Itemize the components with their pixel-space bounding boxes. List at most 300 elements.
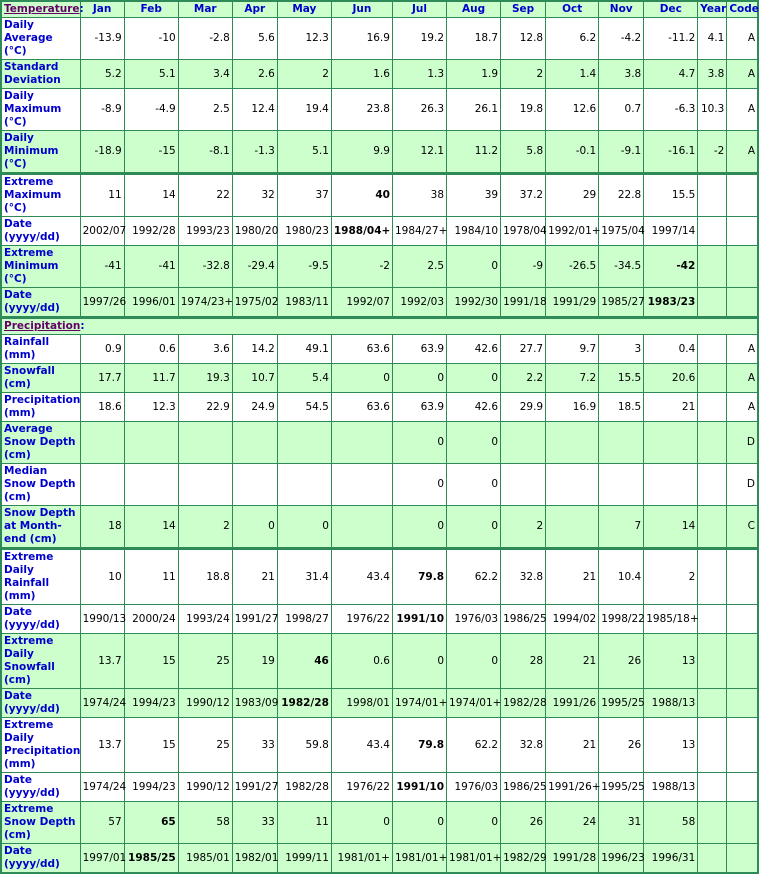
data-cell: 1996/01: [124, 288, 178, 318]
data-cell: 5.4: [277, 364, 331, 393]
data-cell: 62.2: [447, 718, 501, 773]
data-cell: 0.9: [80, 335, 124, 364]
data-cell: 9.9: [331, 131, 392, 174]
data-cell: -29.4: [232, 246, 277, 288]
data-cell: 62.2: [447, 549, 501, 605]
data-cell: 1988/13: [644, 689, 698, 718]
data-cell: 1996/23: [599, 844, 644, 874]
temperature-section-header: Temperature:: [1, 1, 80, 18]
data-cell: 0.6: [124, 335, 178, 364]
code-cell: [727, 174, 758, 217]
data-cell: 7.2: [546, 364, 599, 393]
data-cell: -9.1: [599, 131, 644, 174]
data-cell: 11: [277, 802, 331, 844]
year-cell: [698, 844, 727, 874]
data-cell: 2: [277, 60, 331, 89]
data-cell: -10: [124, 18, 178, 60]
data-cell: 5.8: [501, 131, 546, 174]
table-row: [1, 634, 758, 689]
data-cell: 59.8: [277, 718, 331, 773]
table-row: [1, 217, 758, 246]
col-jul: Jul: [392, 1, 446, 18]
data-cell: 0: [331, 802, 392, 844]
data-cell: 29.9: [501, 393, 546, 422]
precipitation-section: [1, 318, 758, 335]
data-cell: 1991/28: [546, 844, 599, 874]
data-cell: 22.8: [599, 174, 644, 217]
data-cell: 46: [277, 634, 331, 689]
col-year: Year: [698, 1, 727, 18]
row-label: Precipitation (mm): [1, 393, 80, 422]
data-cell: 12.3: [124, 393, 178, 422]
data-cell: 38: [392, 174, 446, 217]
year-cell: [698, 605, 727, 634]
data-cell: 1994/23: [124, 773, 178, 802]
data-cell: 13: [644, 718, 698, 773]
table-row: [1, 718, 758, 773]
data-cell: 2.6: [232, 60, 277, 89]
data-cell: 1978/04: [501, 217, 546, 246]
col-nov: Nov: [599, 1, 644, 18]
data-cell: 1993/23: [178, 217, 232, 246]
data-cell: -4.2: [599, 18, 644, 60]
data-cell: 1998/01: [331, 689, 392, 718]
data-cell: 0: [447, 364, 501, 393]
data-cell: 2: [501, 60, 546, 89]
data-cell: 1974/24: [80, 689, 124, 718]
data-cell: [331, 506, 392, 549]
data-cell: 1.4: [546, 60, 599, 89]
data-cell: 1990/12: [178, 689, 232, 718]
data-cell: 1.9: [447, 60, 501, 89]
data-cell: 1982/28: [277, 773, 331, 802]
table-row: [1, 844, 758, 874]
data-cell: 1976/03: [447, 773, 501, 802]
code-cell: [727, 844, 758, 874]
data-cell: 42.6: [447, 393, 501, 422]
col-sep: Sep: [501, 1, 546, 18]
temperature-rows: [1, 18, 758, 318]
data-cell: 33: [232, 802, 277, 844]
data-cell: 17.7: [80, 364, 124, 393]
data-cell: 14: [644, 506, 698, 549]
code-cell: [727, 689, 758, 718]
data-cell: 1974/23+: [178, 288, 232, 318]
header-row: [1, 1, 758, 18]
data-cell: [644, 464, 698, 506]
data-cell: 1994/02: [546, 605, 599, 634]
data-cell: 2000/24: [124, 605, 178, 634]
row-label: Snow Depth at Month-end (cm): [1, 506, 80, 549]
data-cell: 0: [447, 506, 501, 549]
data-cell: 0.4: [644, 335, 698, 364]
data-cell: 15: [124, 718, 178, 773]
data-cell: -41: [124, 246, 178, 288]
year-cell: [698, 689, 727, 718]
table-row: [1, 506, 758, 549]
data-cell: -9: [501, 246, 546, 288]
data-cell: 37.2: [501, 174, 546, 217]
data-cell: [178, 464, 232, 506]
data-cell: 20.6: [644, 364, 698, 393]
data-cell: 22.9: [178, 393, 232, 422]
code-cell: [727, 802, 758, 844]
data-cell: 7: [599, 506, 644, 549]
data-cell: 26: [599, 718, 644, 773]
data-cell: -41: [80, 246, 124, 288]
data-cell: 1997/01: [80, 844, 124, 874]
data-cell: -2.8: [178, 18, 232, 60]
data-cell: 13.7: [80, 718, 124, 773]
data-cell: 31.4: [277, 549, 331, 605]
data-cell: 1981/01+: [331, 844, 392, 874]
data-cell: 22: [178, 174, 232, 217]
data-cell: 19.8: [501, 89, 546, 131]
precipitation-section-header: Precipitation:: [1, 318, 758, 335]
data-cell: 42.6: [447, 335, 501, 364]
data-cell: 79.8: [392, 549, 446, 605]
data-cell: 26.1: [447, 89, 501, 131]
data-cell: 26: [599, 634, 644, 689]
data-cell: 1983/09: [232, 689, 277, 718]
code-cell: A: [727, 393, 758, 422]
data-cell: 40: [331, 174, 392, 217]
data-cell: 49.1: [277, 335, 331, 364]
table-row: [1, 773, 758, 802]
year-cell: [698, 217, 727, 246]
data-cell: 0: [447, 464, 501, 506]
year-cell: 4.1: [698, 18, 727, 60]
row-label: Extreme Minimum (°C): [1, 246, 80, 288]
year-cell: [698, 393, 727, 422]
data-cell: 0.6: [331, 634, 392, 689]
data-cell: 19.2: [392, 18, 446, 60]
data-cell: 21: [644, 393, 698, 422]
data-cell: 1976/03: [447, 605, 501, 634]
row-label: Standard Deviation: [1, 60, 80, 89]
data-cell: 15.5: [644, 174, 698, 217]
data-cell: 1976/22: [331, 773, 392, 802]
data-cell: 12.8: [501, 18, 546, 60]
col-code: Code: [727, 1, 758, 18]
data-cell: 1982/29: [501, 844, 546, 874]
code-cell: A: [727, 18, 758, 60]
data-cell: 5.2: [80, 60, 124, 89]
data-cell: 3.6: [178, 335, 232, 364]
data-cell: 58: [178, 802, 232, 844]
data-cell: 10.7: [232, 364, 277, 393]
data-cell: -26.5: [546, 246, 599, 288]
data-cell: 5.1: [124, 60, 178, 89]
data-cell: 1982/28: [277, 689, 331, 718]
data-cell: 1998/27: [277, 605, 331, 634]
data-cell: 1994/23: [124, 689, 178, 718]
col-feb: Feb: [124, 1, 178, 18]
data-cell: 11.2: [447, 131, 501, 174]
data-cell: 12.4: [232, 89, 277, 131]
data-cell: 15: [124, 634, 178, 689]
data-cell: 1981/01+: [447, 844, 501, 874]
year-cell: [698, 773, 727, 802]
year-cell: [698, 364, 727, 393]
data-cell: 0: [392, 364, 446, 393]
data-cell: 19.3: [178, 364, 232, 393]
code-cell: [727, 288, 758, 318]
data-cell: 1990/12: [178, 773, 232, 802]
data-cell: 1974/24: [80, 773, 124, 802]
col-jan: Jan: [80, 1, 124, 18]
data-cell: 1985/01: [178, 844, 232, 874]
data-cell: 21: [232, 549, 277, 605]
data-cell: 32: [232, 174, 277, 217]
data-cell: 1988/04+: [331, 217, 392, 246]
data-cell: 2.5: [392, 246, 446, 288]
data-cell: 25: [178, 718, 232, 773]
col-apr: Apr: [232, 1, 277, 18]
code-cell: [727, 217, 758, 246]
table-row: [1, 174, 758, 217]
data-cell: 0: [331, 364, 392, 393]
table-row: [1, 689, 758, 718]
col-dec: Dec: [644, 1, 698, 18]
data-cell: [501, 464, 546, 506]
data-cell: -11.2: [644, 18, 698, 60]
data-cell: 4.7: [644, 60, 698, 89]
data-cell: 24: [546, 802, 599, 844]
data-cell: -18.9: [80, 131, 124, 174]
data-cell: 1992/01+: [546, 217, 599, 246]
table-row: [1, 335, 758, 364]
year-cell: [698, 246, 727, 288]
year-cell: [698, 506, 727, 549]
table-row: [1, 422, 758, 464]
table-row: [1, 464, 758, 506]
data-cell: 5.6: [232, 18, 277, 60]
data-cell: 19: [232, 634, 277, 689]
precipitation-header-row: [1, 318, 758, 335]
data-cell: 21: [546, 718, 599, 773]
data-cell: [599, 464, 644, 506]
data-cell: -4.9: [124, 89, 178, 131]
data-cell: 23.8: [331, 89, 392, 131]
year-cell: 10.3: [698, 89, 727, 131]
data-cell: 26.3: [392, 89, 446, 131]
row-label: Extreme Daily Rainfall (mm): [1, 549, 80, 605]
data-cell: [232, 464, 277, 506]
code-cell: A: [727, 335, 758, 364]
data-cell: 1992/07: [331, 288, 392, 318]
data-cell: 1992/28: [124, 217, 178, 246]
data-cell: -15: [124, 131, 178, 174]
data-cell: 0: [232, 506, 277, 549]
data-cell: 25: [178, 634, 232, 689]
data-cell: 43.4: [331, 549, 392, 605]
data-cell: 28: [501, 634, 546, 689]
data-cell: -1.3: [232, 131, 277, 174]
data-cell: 1976/22: [331, 605, 392, 634]
row-label: Median Snow Depth (cm): [1, 464, 80, 506]
code-cell: A: [727, 131, 758, 174]
data-cell: 3: [599, 335, 644, 364]
code-cell: A: [727, 364, 758, 393]
data-cell: -13.9: [80, 18, 124, 60]
data-cell: 16.9: [331, 18, 392, 60]
data-cell: 1980/20: [232, 217, 277, 246]
year-cell: [698, 549, 727, 605]
data-cell: 1983/23: [644, 288, 698, 318]
precipitation-link[interactable]: Precipitation: [4, 320, 81, 332]
data-cell: 6.2: [546, 18, 599, 60]
data-cell: 1995/25: [599, 689, 644, 718]
data-cell: 37: [277, 174, 331, 217]
row-label: Date (yyyy/dd): [1, 773, 80, 802]
data-cell: 1992/30: [447, 288, 501, 318]
data-cell: 2.2: [501, 364, 546, 393]
year-cell: [698, 335, 727, 364]
data-cell: 1984/10: [447, 217, 501, 246]
data-cell: [331, 422, 392, 464]
data-cell: [232, 422, 277, 464]
table-row: [1, 393, 758, 422]
data-cell: 11: [80, 174, 124, 217]
data-cell: [546, 422, 599, 464]
data-cell: 1985/25: [124, 844, 178, 874]
data-cell: 0.7: [599, 89, 644, 131]
data-cell: 10.4: [599, 549, 644, 605]
code-cell: [727, 605, 758, 634]
data-cell: 1988/13: [644, 773, 698, 802]
data-cell: 14.2: [232, 335, 277, 364]
row-label: Daily Minimum (°C): [1, 131, 80, 174]
data-cell: 57: [80, 802, 124, 844]
data-cell: [124, 464, 178, 506]
row-label: Average Snow Depth (cm): [1, 422, 80, 464]
data-cell: [80, 464, 124, 506]
data-cell: 11: [124, 549, 178, 605]
data-cell: 21: [546, 549, 599, 605]
data-cell: -8.9: [80, 89, 124, 131]
code-cell: [727, 718, 758, 773]
data-cell: 27.7: [501, 335, 546, 364]
code-cell: A: [727, 60, 758, 89]
data-cell: 1974/01+: [447, 689, 501, 718]
data-cell: 63.6: [331, 335, 392, 364]
data-cell: 1999/11: [277, 844, 331, 874]
table-row: [1, 802, 758, 844]
precipitation-rows: [1, 335, 758, 874]
data-cell: 12.6: [546, 89, 599, 131]
table-row: [1, 246, 758, 288]
data-cell: [124, 422, 178, 464]
data-cell: 1991/26+: [546, 773, 599, 802]
data-cell: -16.1: [644, 131, 698, 174]
data-cell: 3.8: [599, 60, 644, 89]
data-cell: 24.9: [232, 393, 277, 422]
data-cell: 12.1: [392, 131, 446, 174]
data-cell: 1980/23: [277, 217, 331, 246]
data-cell: 1.3: [392, 60, 446, 89]
data-cell: 2.5: [178, 89, 232, 131]
col-aug: Aug: [447, 1, 501, 18]
table-row: [1, 131, 758, 174]
data-cell: 1992/03: [392, 288, 446, 318]
data-cell: 14: [124, 174, 178, 217]
data-cell: 11.7: [124, 364, 178, 393]
data-cell: 2: [178, 506, 232, 549]
row-label: Date (yyyy/dd): [1, 689, 80, 718]
data-cell: 1985/18+: [644, 605, 698, 634]
row-label: Extreme Daily Snowfall (cm): [1, 634, 80, 689]
data-cell: [277, 422, 331, 464]
temperature-link[interactable]: Temperature: [4, 3, 80, 15]
code-cell: D: [727, 422, 758, 464]
data-cell: -0.1: [546, 131, 599, 174]
data-cell: 5.1: [277, 131, 331, 174]
data-cell: 63.9: [392, 335, 446, 364]
data-cell: 33: [232, 718, 277, 773]
col-mar: Mar: [178, 1, 232, 18]
col-oct: Oct: [546, 1, 599, 18]
data-cell: 39: [447, 174, 501, 217]
data-cell: 1998/22: [599, 605, 644, 634]
row-label: Date (yyyy/dd): [1, 217, 80, 246]
data-cell: [331, 464, 392, 506]
data-cell: 2002/07: [80, 217, 124, 246]
data-cell: 1986/25: [501, 773, 546, 802]
data-cell: 18.8: [178, 549, 232, 605]
data-cell: 32.8: [501, 549, 546, 605]
year-cell: [698, 718, 727, 773]
data-cell: 16.9: [546, 393, 599, 422]
code-cell: [727, 246, 758, 288]
data-cell: 31: [599, 802, 644, 844]
data-cell: 2: [644, 549, 698, 605]
data-cell: [644, 422, 698, 464]
data-cell: 2: [501, 506, 546, 549]
data-cell: 0: [447, 634, 501, 689]
data-cell: 1981/01+: [392, 844, 446, 874]
data-cell: 10: [80, 549, 124, 605]
data-cell: 32.8: [501, 718, 546, 773]
data-cell: 1995/25: [599, 773, 644, 802]
table-row: [1, 605, 758, 634]
data-cell: 1991/29: [546, 288, 599, 318]
data-cell: 1997/26: [80, 288, 124, 318]
code-cell: [727, 634, 758, 689]
table-row: [1, 364, 758, 393]
row-label: Daily Average (°C): [1, 18, 80, 60]
data-cell: 1975/02: [232, 288, 277, 318]
data-cell: [80, 422, 124, 464]
data-cell: 1983/11: [277, 288, 331, 318]
row-label: Extreme Daily Precipitation (mm): [1, 718, 80, 773]
data-cell: 1991/27: [232, 605, 277, 634]
data-cell: 1990/13: [80, 605, 124, 634]
data-cell: 1974/01+: [392, 689, 446, 718]
data-cell: -9.5: [277, 246, 331, 288]
data-cell: 1991/26: [546, 689, 599, 718]
data-cell: 18.7: [447, 18, 501, 60]
table-row: [1, 60, 758, 89]
data-cell: 26: [501, 802, 546, 844]
data-cell: 43.4: [331, 718, 392, 773]
table-row: [1, 288, 758, 318]
data-cell: 1986/25: [501, 605, 546, 634]
table-row: [1, 549, 758, 605]
data-cell: 0: [447, 802, 501, 844]
data-cell: 18: [80, 506, 124, 549]
data-cell: -8.1: [178, 131, 232, 174]
